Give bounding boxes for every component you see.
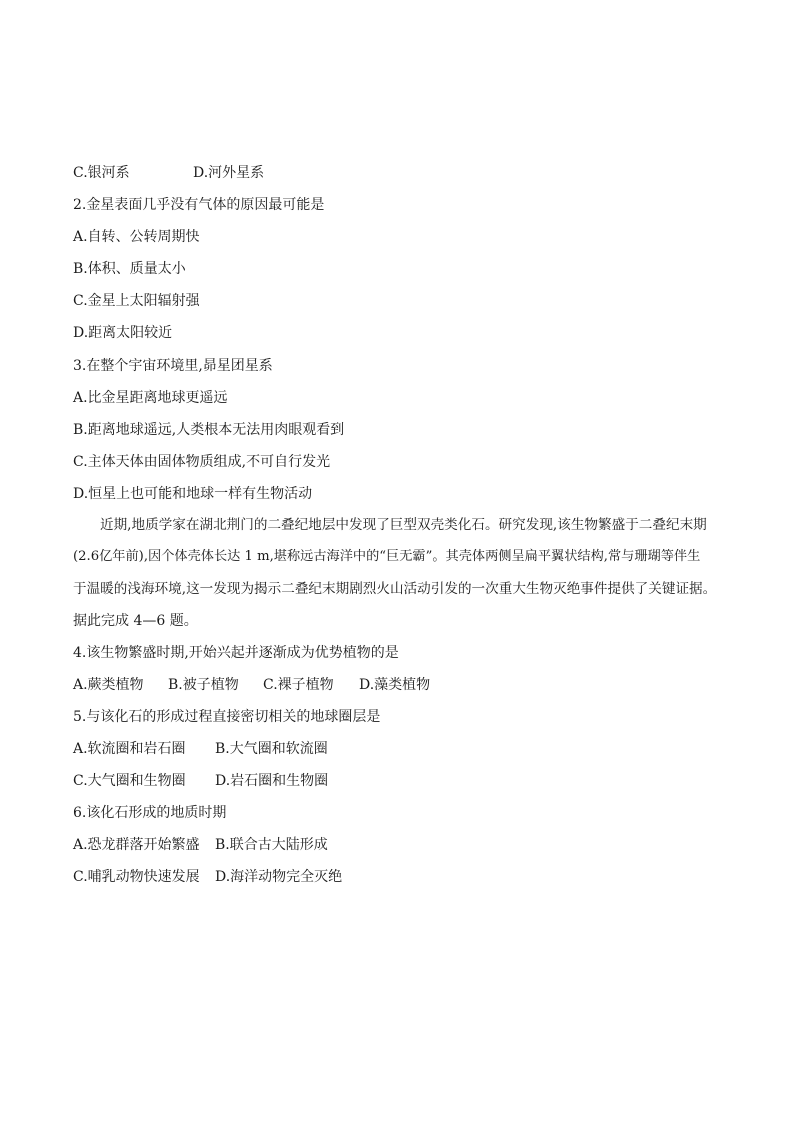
q2-option-c: C.金星上太阳辐射强 <box>73 293 200 309</box>
q5-option-a: A.软流圈和岩石圈 <box>73 741 186 757</box>
q6-stem: 6.该化石形成的地质时期 <box>73 805 227 821</box>
q6-option-c: C.哺乳动物快速发展 <box>73 869 200 885</box>
q4-options-row <box>73 675 430 695</box>
q2-option-a: A.自转、公转周期快 <box>73 229 200 245</box>
q3-option-c: C.主体天体由固体物质组成,不可自行发光 <box>73 454 331 470</box>
q6-options-row-1 <box>73 835 328 855</box>
q6-option-a: A.恐龙群落开始繁盛 <box>73 837 200 853</box>
passage-line-3: 于温暖的浅海环境,这一发现为揭示二叠纪末期剧烈火山活动引发的一次重大生物灭绝事件提供了关键证据。 <box>73 581 717 597</box>
q5-option-b: B.大气圈和软流圈 <box>215 741 328 757</box>
q5-option-d: D.岩石圈和生物圈 <box>215 773 329 789</box>
q2-option-d: D.距离太阳较近 <box>73 325 173 341</box>
q3-option-a: A.比金星距离地球更遥远 <box>73 390 228 406</box>
q2-option-b: B.体积、质量太小 <box>73 261 186 277</box>
q2-stem: 2.金星表面几乎没有气体的原因最可能是 <box>73 197 325 213</box>
q3-option-b: B.距离地球遥远,人类根本无法用肉眼观看到 <box>73 422 345 438</box>
q6-options-row-2 <box>73 867 342 887</box>
q5-option-c: C.大气圈和生物圈 <box>73 773 186 789</box>
q1-option-c: C.银河系 <box>73 165 130 181</box>
q5-stem: 5.与该化石的形成过程直接密切相关的地球圈层是 <box>73 709 381 725</box>
q3-stem: 3.在整个宇宙环境里,昴星团星系 <box>73 358 273 374</box>
q4-stem: 4.该生物繁盛时期,开始兴起并逐渐成为优势植物的是 <box>73 645 399 661</box>
q5-options-row-2 <box>73 771 328 791</box>
q4-option-b: B.被子植物 <box>168 677 239 693</box>
q4-option-a: A.蕨类植物 <box>73 677 144 693</box>
q3-option-d: D.恒星上也可能和地球一样有生物活动 <box>73 486 313 502</box>
q4-option-c: C.裸子植物 <box>263 677 334 693</box>
passage-line-1: 近期,地质学家在湖北荆门的二叠纪地层中发现了巨型双壳类化石。研究发现,该生物繁盛于二叠纪末期 <box>100 517 707 533</box>
q6-option-b: B.联合古大陆形成 <box>215 837 328 853</box>
passage-line-2: (2.6亿年前),因个体壳体长达 1 m,堪称远古海洋中的“巨无霸”。其壳体两侧呈扁平翼状结构,常与珊瑚等伴生 <box>73 549 701 564</box>
q4-option-d: D.藻类植物 <box>359 677 431 693</box>
q6-option-d: D.海洋动物完全灭绝 <box>215 869 343 885</box>
q1-options-row <box>73 163 264 183</box>
q5-options-row-1 <box>73 739 328 759</box>
q1-option-d: D.河外星系 <box>193 165 265 181</box>
passage-line-4: 据此完成 4—6 题。 <box>73 613 198 629</box>
